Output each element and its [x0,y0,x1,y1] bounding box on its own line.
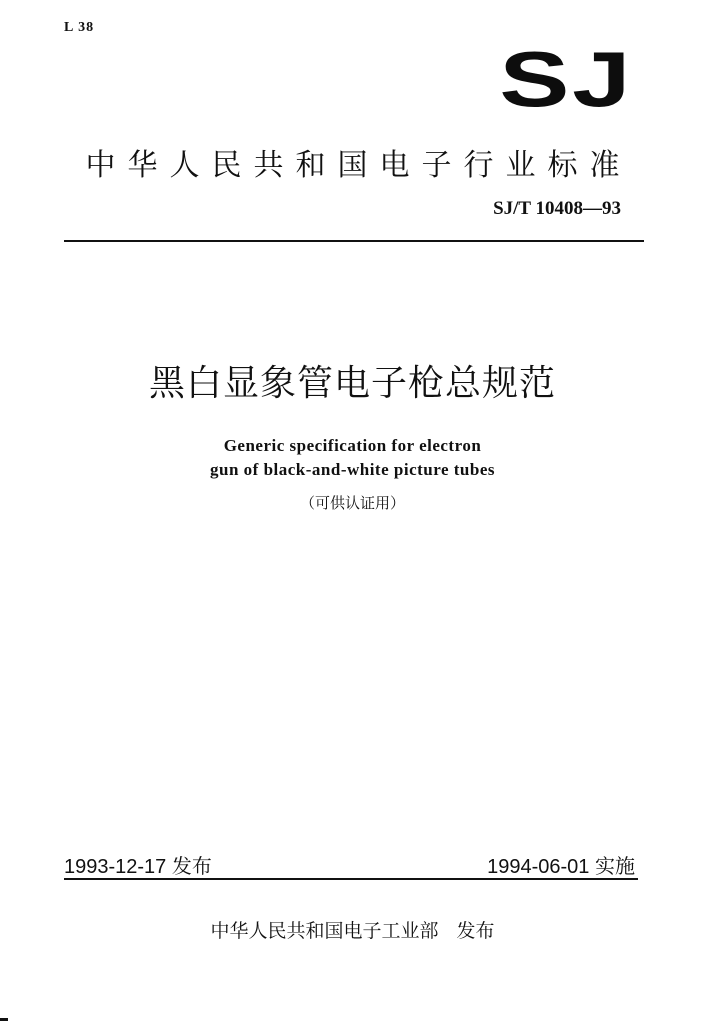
title-en-line-2: gun of black-and-white picture tubes [210,460,495,479]
issuer-name: 中华人民共和国电子工业部 [210,920,439,942]
edge-mark [0,1018,8,1021]
top-divider [64,240,644,242]
sj-logo: SJ [498,35,633,123]
bottom-divider [64,878,638,880]
effective-date: 1994-06-01 实施 [487,856,635,878]
industry-standard-heading: 中华人民共和国电子行业标准 [85,148,632,183]
title-en-line-1: Generic specification for electron [223,436,482,455]
standard-number: SJ/T 10408—93 [493,198,621,219]
certification-note: （可供认证用） [299,494,405,512]
classification-code: L 38 [64,20,95,35]
issuer-action: 发布 [456,920,495,942]
issue-date: 1993-12-17 发布 [64,856,212,878]
issuing-authority [0,916,705,943]
document-title-en [0,434,705,482]
document-title-cn: 黑白显象管电子枪总规范 [148,363,556,404]
